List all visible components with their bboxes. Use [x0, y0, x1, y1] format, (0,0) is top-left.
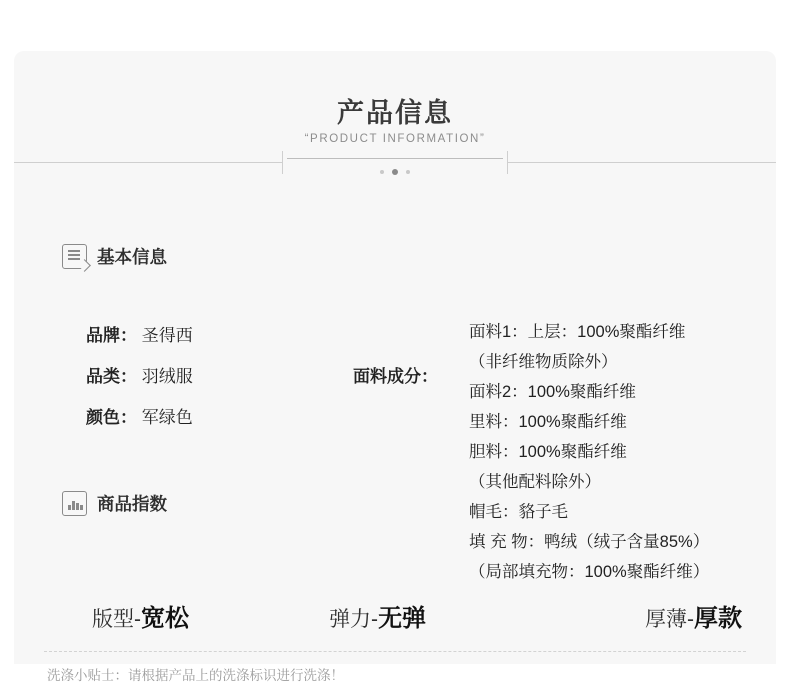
page-title: 产品信息	[337, 98, 453, 128]
info-row-category	[86, 362, 193, 387]
fabric-line: 里料：100%聚酯纤维	[469, 413, 627, 431]
fabric-line: （局部填充物：100%聚酯纤维）	[469, 563, 710, 581]
index-name: 厚薄-	[645, 608, 694, 631]
basic-info-title: 基本信息	[97, 247, 167, 267]
product-index-row	[62, 598, 742, 633]
footer-divider	[44, 651, 746, 652]
title-underline	[287, 158, 503, 159]
info-row-color	[86, 403, 193, 428]
info-value: 羽绒服	[141, 367, 193, 386]
fabric-composition-list	[469, 317, 769, 587]
bar-chart-icon	[62, 491, 87, 516]
basic-info-heading	[62, 244, 167, 269]
info-label: 品类：	[86, 367, 137, 386]
fabric-line: 面料2：100%聚酯纤维	[469, 383, 636, 401]
index-name: 弹力-	[329, 608, 379, 631]
section-header	[14, 91, 776, 216]
fabric-line: 帽毛：貉子毛	[469, 503, 568, 521]
dot-active-icon	[392, 169, 398, 175]
index-value: 宽松	[141, 605, 189, 632]
header-rule-right	[508, 162, 776, 163]
dot-icon	[406, 170, 410, 174]
index-item-fit	[62, 598, 329, 633]
index-name: 版型-	[92, 608, 141, 631]
index-item-thickness	[541, 598, 742, 633]
fabric-line: 胆料：100%聚酯纤维	[469, 443, 627, 461]
fabric-line: 面料1：上层：100%聚酯纤维	[469, 323, 686, 341]
document-icon	[62, 244, 87, 269]
dot-icon	[380, 170, 384, 174]
fabric-line: （非纤维物质除外）	[469, 353, 618, 371]
info-label: 品牌：	[86, 326, 137, 345]
fabric-composition-label: 面料成分：	[353, 367, 438, 386]
page-subtitle: “PRODUCT INFORMATION”	[304, 133, 486, 145]
product-index-title: 商品指数	[97, 494, 167, 514]
product-info-panel	[14, 51, 776, 683]
header-tick-right	[507, 151, 508, 174]
index-item-elasticity	[329, 598, 541, 633]
index-value: 无弹	[378, 605, 427, 632]
info-label: 颜色：	[86, 408, 137, 427]
index-value: 厚款	[694, 605, 742, 632]
header-rule-left	[14, 162, 282, 163]
product-index-heading	[62, 491, 167, 516]
info-value: 圣得西	[141, 326, 193, 345]
decorative-dots	[380, 169, 410, 175]
info-value: 军绿色	[141, 408, 193, 427]
fabric-line: （其他配料除外）	[469, 473, 601, 491]
header-tick-left	[282, 151, 283, 174]
wash-care-note: 洗涤小贴士：请根据产品上的洗涤标识进行洗涤！	[47, 668, 344, 683]
info-row-brand	[86, 321, 193, 346]
fabric-line: 填 充 物：鸭绒（绒子含量85%）	[469, 533, 710, 551]
